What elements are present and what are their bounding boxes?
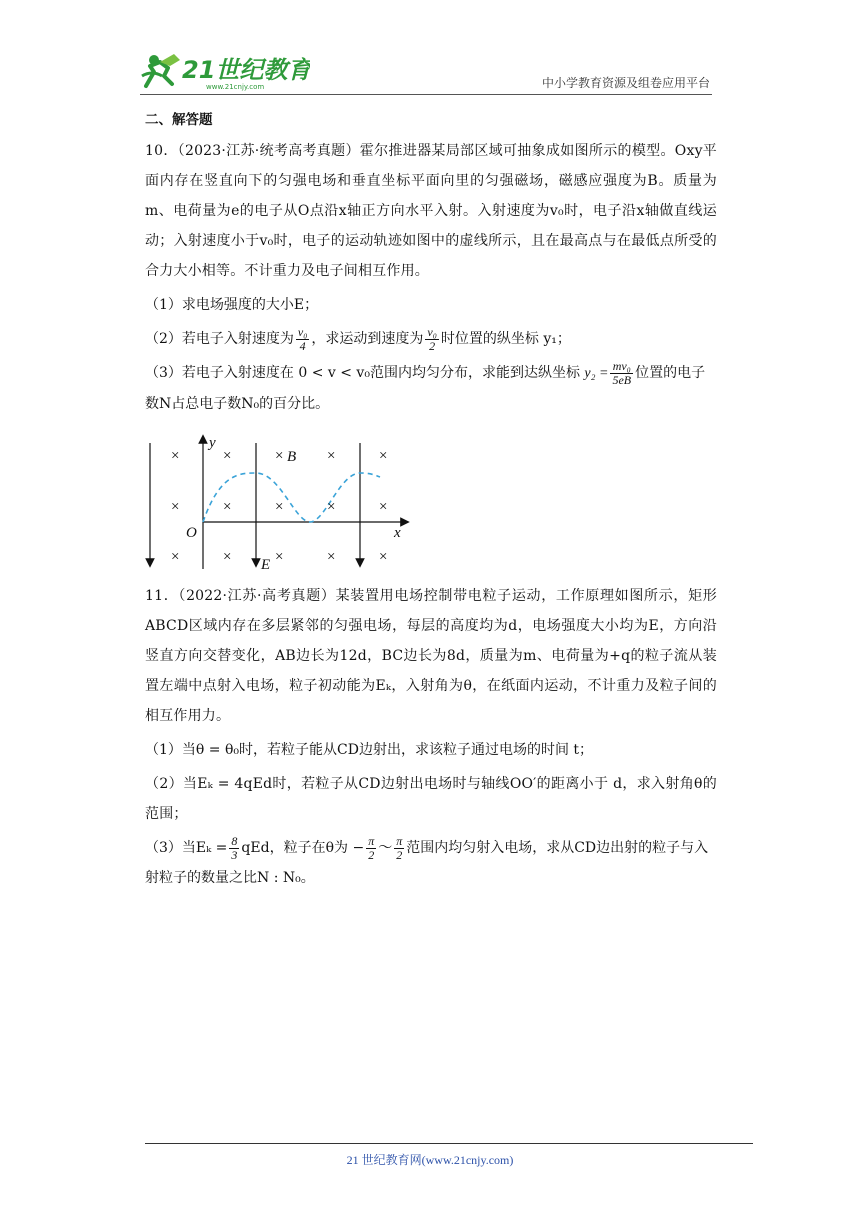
fraction-numerator: v₀ [297, 324, 308, 339]
section-title: 二、解答题 [145, 112, 213, 128]
q10-intro: 10．（2023·江苏·统考高考真题）霍尔推进器某局部区域可抽象成如图所示的模型。Oxy平面内存在竖直向下的匀强电场和垂直坐标平面向里的匀强磁场，磁感应强度为B。质量为m、电荷量为e的电子从O点沿x轴正方向水平入射。入射速度为v₀时，电子沿x轴做直线运动；入射速度小于v₀时，电子的运动轨迹如图中的虚线所示，且在最高点与在最低点所受的合力大小相等。不计重力及电子间相互作用。 [145, 143, 717, 279]
fraction-denominator: 4 [299, 338, 306, 353]
q11-part3-text-c: ～ [378, 840, 393, 856]
b-field-label: B [287, 449, 297, 465]
runner-logo-icon [140, 46, 310, 92]
main-content [145, 108, 717, 893]
q11-intro: 11．（2022·江苏·高考真题）某装置用电场控制带电粒子运动，工作原理如图所示，矩形ABCD区域内存在多层紧邻的匀强电场，每层的高度均为d，电场强度大小均为E，方向沿竖直方向交替变化，AB边长为12d，BC边长为8d，质量为m、电荷量为+q的粒子流从装置左端中点射入电场，粒子初动能为Eₖ，入射角为θ，在纸面内运动，不计重力及粒子间的相互作用力。 [145, 588, 717, 724]
y-axis-label: y [209, 435, 216, 451]
fraction-numerator: mv₀ [610, 360, 633, 374]
fraction-denominator: 2 [368, 847, 375, 862]
cross-mark: × [171, 499, 180, 515]
page-header [140, 40, 712, 96]
q10-part2-text-b: ，求运动到速度为 [311, 331, 424, 347]
q10-part2-text-c: 时位置的纵坐标 y₁； [440, 331, 571, 347]
cross-mark: × [275, 499, 284, 515]
q11-part3 [145, 833, 717, 893]
cross-mark: × [223, 499, 232, 515]
q10-part2-text-a: （2）若电子入射速度为 [145, 331, 294, 347]
q11-part1: （1）当θ = θ₀时，若粒子能从CD边射出，求该粒子通过电场的时间 t； [145, 742, 594, 758]
cross-mark: × [327, 499, 336, 515]
footer-link[interactable]: 21 世纪教育网(www.21cnjy.com) [346, 1153, 514, 1167]
cross-mark: × [379, 549, 388, 565]
q10-part1: （1）求电场强度的大小E； [145, 297, 319, 313]
site-logo[interactable] [140, 46, 310, 92]
cross-mark: × [171, 448, 180, 464]
cross-mark: × [171, 549, 180, 565]
cross-mark: × [327, 549, 336, 565]
fraction-8-over-3 [229, 835, 239, 862]
cross-mark: × [379, 499, 388, 515]
logo-url: www.21cnjy.com [206, 83, 265, 91]
cross-mark: × [223, 448, 232, 464]
q11-part3-text-a: （3）当Eₖ = [145, 840, 228, 856]
fraction-pi-over-2 [394, 835, 404, 862]
fraction-denominator: 2 [429, 338, 436, 353]
fraction-numerator: 8 [231, 833, 238, 848]
q10-part3-text-b: 位置的电子数N占总电子数N₀的百分比。 [145, 365, 706, 412]
cross-mark: × [275, 448, 284, 464]
fraction-mv0-over-5eB [610, 360, 633, 387]
q10-part3 [145, 358, 717, 419]
fraction-v0-over-2 [425, 326, 439, 353]
header-divider [140, 94, 712, 95]
cross-mark: × [327, 448, 336, 464]
q10-figure [145, 433, 425, 573]
origin-label: O [186, 525, 197, 541]
cross-mark: × [223, 549, 232, 565]
field-diagram [145, 433, 425, 573]
footer-divider [145, 1143, 753, 1144]
q11-part3-text-d: 范围内均匀射入电场，求从CD边出射的粒子与入射粒子的数量之比N : N₀。 [145, 840, 709, 886]
fraction-pi-over-2 [366, 835, 376, 862]
fraction-v0-over-4 [296, 326, 310, 353]
fraction-denominator: 3 [231, 847, 238, 862]
q10-part2 [145, 324, 717, 354]
q11-part3-text-b: qEd，粒子在θ为 − [241, 840, 365, 856]
q11-part2: （2）当Eₖ = 4qEd时，若粒子从CD边射出电场时与轴线OO′的距离小于 d，求入射角θ的范围； [145, 776, 717, 822]
header-platform-text: 中小学教育资源及组卷应用平台 [541, 76, 710, 90]
fraction-numerator: v₀ [427, 324, 437, 339]
logo-text: 21世纪教育 [182, 56, 310, 84]
q10-part3-equation: y₂ = [584, 366, 609, 381]
e-field-label: E [261, 557, 271, 573]
fraction-denominator: 5eB [612, 372, 632, 387]
cross-mark: × [379, 448, 388, 464]
q10-part3-text-a: （3）若电子入射速度在 0 < v < v₀范围内均匀分布，求能到达纵坐标 [145, 365, 580, 381]
x-axis-label: x [394, 525, 401, 541]
fraction-numerator: π [368, 833, 375, 848]
fraction-numerator: π [396, 833, 403, 848]
fraction-denominator: 2 [396, 847, 403, 862]
cross-mark: × [275, 549, 284, 565]
